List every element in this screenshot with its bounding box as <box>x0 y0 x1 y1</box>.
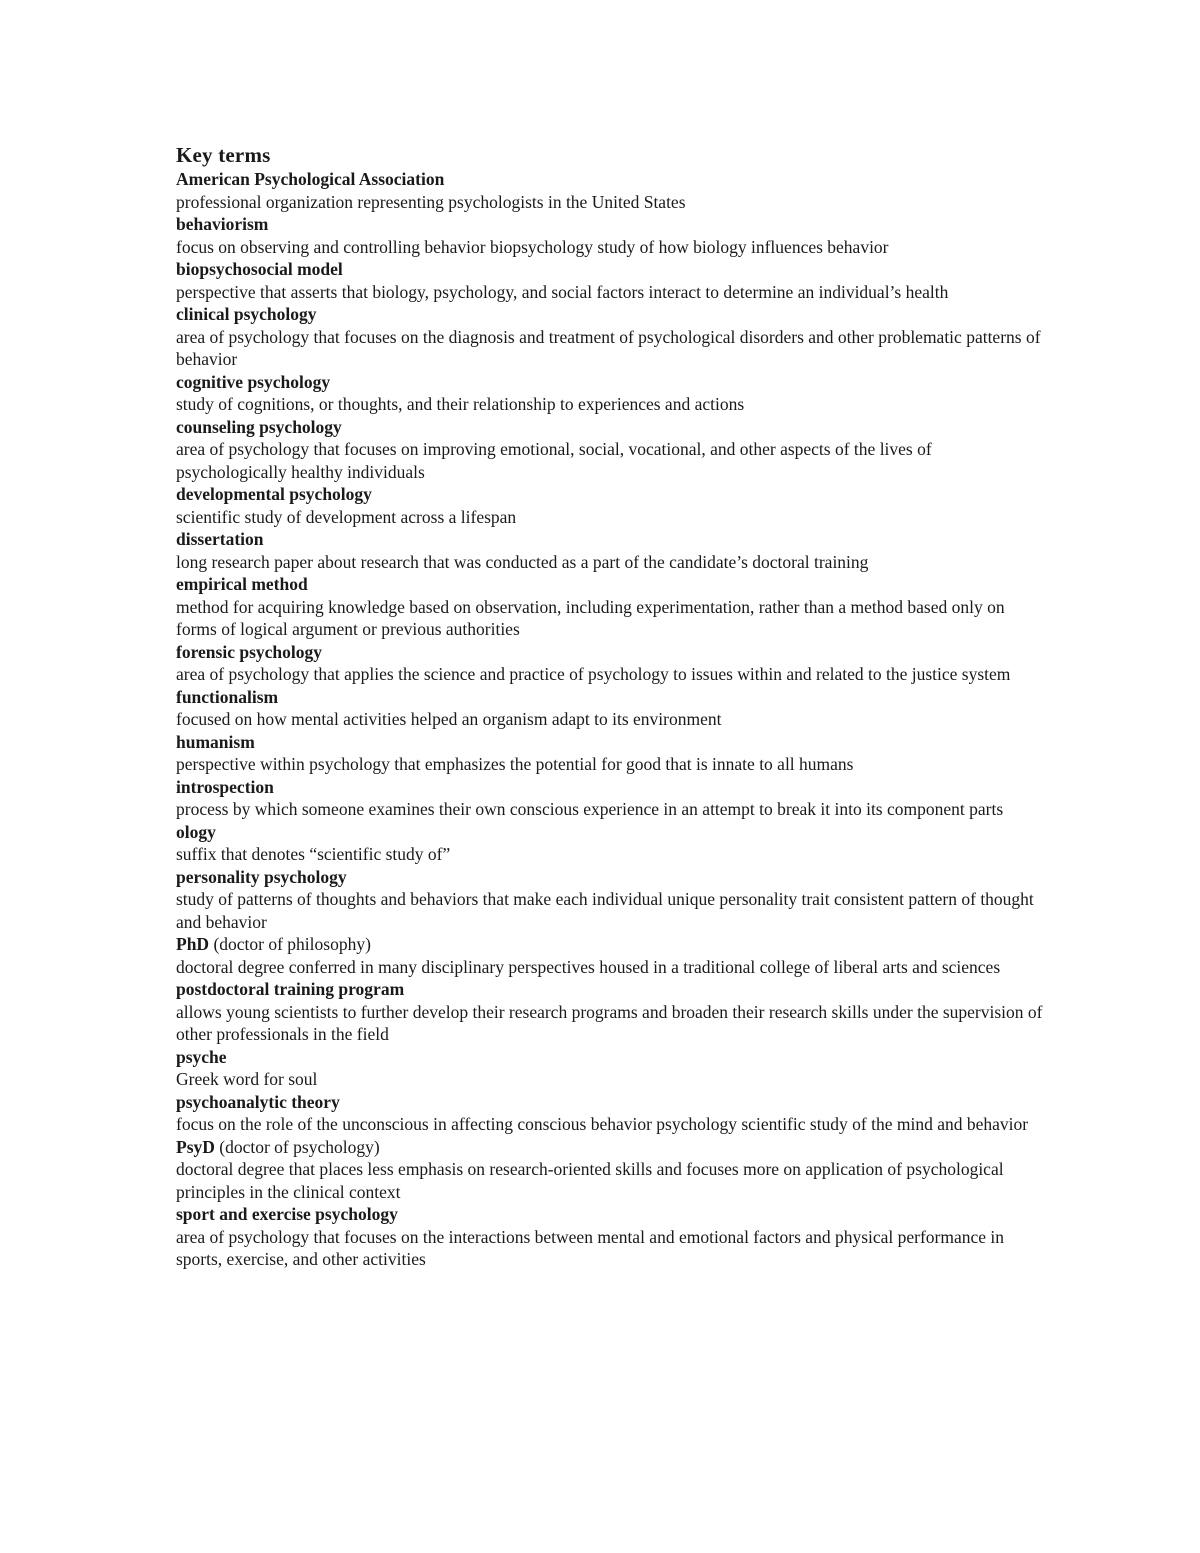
term-entry <box>176 573 1046 641</box>
term-entry <box>176 686 1046 731</box>
term-name <box>176 776 1046 799</box>
term-entry <box>176 303 1046 371</box>
term-entry <box>176 1136 1046 1204</box>
term-definition: perspective within psychology that emphasizes the potential for good that is innate to all humans <box>176 754 854 774</box>
term-name <box>176 528 1046 551</box>
term-label: counseling psychology <box>176 416 342 437</box>
term-label: psyche <box>176 1046 227 1067</box>
term-name <box>176 416 1046 439</box>
term-name <box>176 258 1046 281</box>
term-entry <box>176 821 1046 866</box>
term-definition: method for acquiring knowledge based on observation, including experimentation, rather than a method based only on forms of logical argument or previous authorities <box>176 596 1005 639</box>
term-name <box>176 168 1046 191</box>
term-definition: suffix that denotes “scientific study of” <box>176 844 451 864</box>
term-label: American Psychological Association <box>176 169 445 189</box>
term-label: functionalism <box>176 686 279 707</box>
term-definition: long research paper about research that was conducted as a part of the candidate’s doctoral training <box>176 551 869 572</box>
term-definition: focus on observing and controlling behavior biopsychology study of how biology influences behavior <box>176 236 889 257</box>
term-label: dissertation <box>176 529 264 549</box>
term-name <box>176 686 1046 709</box>
term-entry <box>176 933 1046 978</box>
term-name <box>176 1203 1046 1226</box>
term-definition: professional organization representing psychologists in the United States <box>176 191 686 212</box>
term-label: PsyD <box>176 1136 215 1157</box>
term-definition: focus on the role of the unconscious in affecting conscious behavior psychology scientific study of the mind and behavior <box>176 1114 1029 1134</box>
term-name <box>176 641 1046 664</box>
term-entry <box>176 731 1046 776</box>
page-title: Key terms <box>176 143 271 167</box>
term-label: personality psychology <box>176 866 347 887</box>
term-entry <box>176 776 1046 821</box>
term-entry <box>176 213 1046 258</box>
term-entry <box>176 978 1046 1046</box>
term-definition: area of psychology that focuses on the interactions between mental and emotional factors and physical performance in sports, exercise, and other activities <box>176 1226 1005 1269</box>
term-entry <box>176 1091 1046 1136</box>
term-name <box>176 866 1046 889</box>
term-entry <box>176 371 1046 416</box>
term-definition: area of psychology that focuses on improving emotional, social, vocational, and other aspects of the lives of psychologically healthy individuals <box>176 439 932 482</box>
term-name <box>176 821 1046 844</box>
term-name <box>176 573 1046 596</box>
document-page <box>176 142 1046 1271</box>
term-name <box>176 1046 1046 1069</box>
term-label: empirical method <box>176 574 308 594</box>
term-label: ology <box>176 821 216 842</box>
term-entry <box>176 258 1046 303</box>
term-label: introspection <box>176 776 274 797</box>
term-label: cognitive psychology <box>176 371 331 392</box>
term-name <box>176 371 1046 394</box>
term-definition: perspective that asserts that biology, psychology, and social factors interact to determine an individual’s health <box>176 281 949 302</box>
term-definition: area of psychology that focuses on the diagnosis and treatment of psychological disorders and other problematic patterns of behavior <box>176 326 1041 369</box>
term-name <box>176 978 1046 1001</box>
term-label: biopsychosocial model <box>176 259 343 279</box>
term-name <box>176 213 1046 236</box>
term-name <box>176 483 1046 506</box>
term-name <box>176 1091 1046 1114</box>
term-definition: study of cognitions, or thoughts, and their relationship to experiences and actions <box>176 394 745 414</box>
term-name <box>176 731 1046 754</box>
term-list <box>176 168 1046 1271</box>
term-label: sport and exercise psychology <box>176 1204 398 1224</box>
term-definition: area of psychology that applies the science and practice of psychology to issues within and related to the justice system <box>176 664 1011 684</box>
term-name <box>176 303 1046 326</box>
term-name <box>176 1136 1046 1159</box>
term-definition: allows young scientists to further develop their research programs and broaden their research skills under the supervision of other professionals in the field <box>176 1001 1043 1044</box>
term-label: postdoctoral training program <box>176 979 405 999</box>
term-entry <box>176 866 1046 934</box>
term-entry <box>176 168 1046 213</box>
term-entry <box>176 483 1046 528</box>
term-name <box>176 933 1046 956</box>
term-label: developmental psychology <box>176 484 372 504</box>
term-entry <box>176 641 1046 686</box>
term-entry <box>176 1203 1046 1271</box>
term-entry <box>176 416 1046 484</box>
term-expansion: (doctor of philosophy) <box>209 934 371 954</box>
term-definition: doctoral degree conferred in many disciplinary perspectives housed in a traditional college of liberal arts and sciences <box>176 956 1001 977</box>
term-definition: Greek word for soul <box>176 1069 318 1089</box>
term-entry <box>176 528 1046 573</box>
term-definition: doctoral degree that places less emphasis on research-oriented skills and focuses more on application of psychological principles in the clinical context <box>176 1159 1004 1202</box>
term-label: humanism <box>176 731 255 752</box>
term-definition: process by which someone examines their own conscious experience in an attempt to break it into its component parts <box>176 799 1004 819</box>
term-definition: scientific study of development across a lifespan <box>176 506 517 527</box>
term-label: forensic psychology <box>176 641 322 662</box>
term-entry <box>176 1046 1046 1091</box>
term-definition: focused on how mental activities helped an organism adapt to its environment <box>176 709 722 729</box>
term-label: clinical psychology <box>176 304 317 324</box>
term-label: behaviorism <box>176 214 269 234</box>
term-label: PhD <box>176 934 210 954</box>
term-expansion: (doctor of psychology) <box>214 1136 380 1157</box>
term-definition: study of patterns of thoughts and behaviors that make each individual unique personality trait consistent pattern of thought and behavior <box>176 889 1034 932</box>
term-label: psychoanalytic theory <box>176 1091 340 1112</box>
